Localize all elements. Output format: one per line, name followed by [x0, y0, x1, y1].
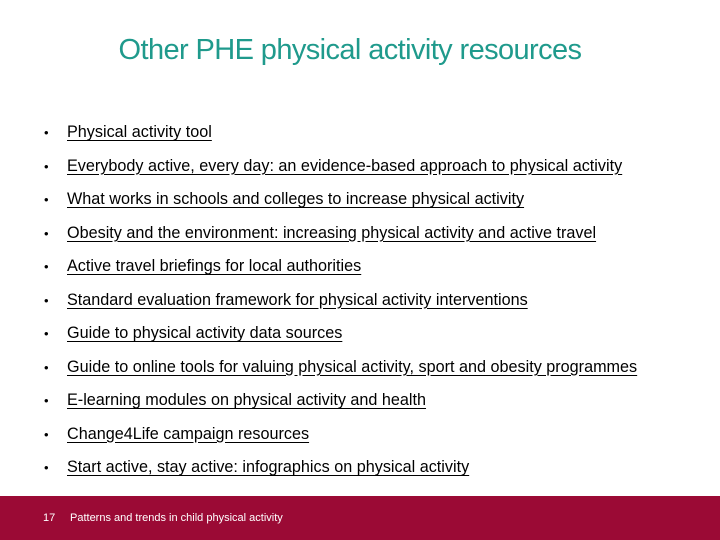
resource-link-standard-evaluation-framework[interactable]: Standard evaluation framework for physical activity interventions	[67, 290, 528, 309]
list-item	[44, 116, 714, 150]
bullet-icon: •	[44, 292, 49, 308]
list-item	[44, 384, 714, 418]
bullet-icon: •	[44, 192, 49, 208]
list-item	[44, 451, 714, 485]
slide-title: Other PHE physical activity resources	[118, 34, 582, 66]
bullet-icon: •	[44, 359, 49, 375]
resource-link-change4life[interactable]: Change4Life campaign resources	[67, 424, 310, 443]
footer-bar	[0, 496, 720, 540]
bullet-icon: •	[44, 460, 49, 476]
list-item	[44, 183, 714, 217]
list-item	[44, 351, 714, 385]
resource-link-obesity-environment[interactable]: Obesity and the environment: increasing physical activity and active travel	[67, 223, 597, 242]
list-item	[44, 217, 714, 251]
bullet-icon: •	[44, 393, 49, 409]
list-item	[44, 250, 714, 284]
bullet-icon: •	[44, 326, 49, 342]
resource-link-e-learning-modules[interactable]: E-learning modules on physical activity and health	[67, 391, 427, 410]
bullet-icon: •	[44, 225, 49, 241]
resource-link-everybody-active[interactable]: Everybody active, every day: an evidence-based approach to physical activity	[67, 156, 623, 175]
list-item	[44, 317, 714, 351]
resource-link-active-travel-briefings[interactable]: Active travel briefings for local authorities	[67, 257, 362, 276]
resource-link-data-sources-guide[interactable]: Guide to physical activity data sources	[67, 324, 343, 343]
bullet-icon: •	[44, 125, 49, 141]
bullet-icon: •	[44, 259, 49, 275]
resource-link-online-tools-guide[interactable]: Guide to online tools for valuing physical activity, sport and obesity programmes	[67, 357, 638, 376]
resource-link-physical-activity-tool[interactable]: Physical activity tool	[67, 123, 212, 142]
bullet-icon: •	[44, 158, 49, 174]
footer-title: Patterns and trends in child physical activity	[70, 512, 283, 524]
resource-link-what-works-schools[interactable]: What works in schools and colleges to increase physical activity	[67, 190, 525, 209]
list-item	[44, 284, 714, 318]
list-item	[44, 150, 714, 184]
page-number: 17	[43, 512, 56, 524]
resource-link-start-active-infographics[interactable]: Start active, stay active: infographics on physical activity	[67, 458, 470, 477]
resource-list	[44, 116, 714, 485]
list-item	[44, 418, 714, 452]
bullet-icon: •	[44, 426, 49, 442]
